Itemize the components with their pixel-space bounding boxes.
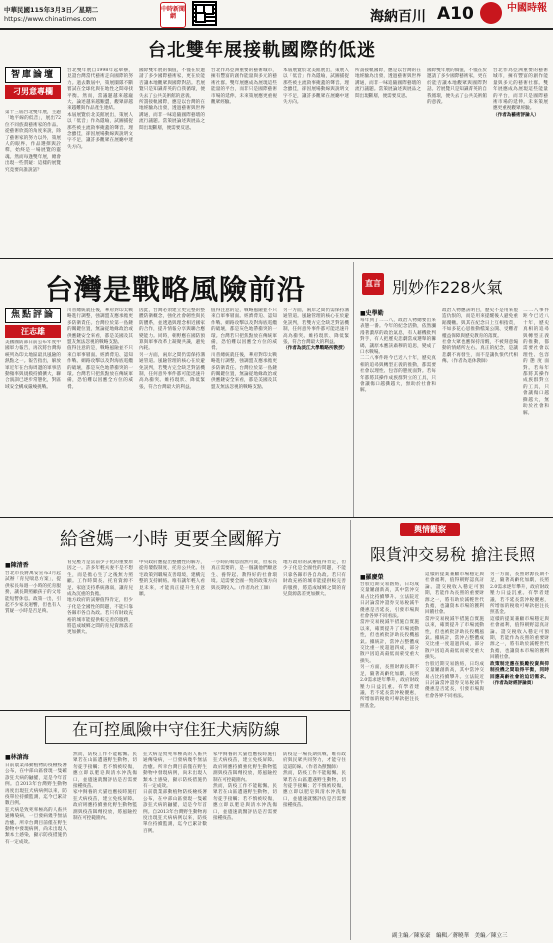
article2-bottom-rule bbox=[0, 517, 553, 518]
brand-seal-icon bbox=[480, 2, 502, 24]
article3-headline: 別妙作228火氣 bbox=[392, 278, 503, 297]
article4-paragraph: 育兒壓力是當前少子化的重要原因之一。許多年輕夫妻不是不想生，而是擔心生了之後無力照顧。工作時間長、托育資源不足、家庭支持系統薄弱，讓育兒成為沉重的負擔。 bbox=[67, 560, 133, 598]
article6-paragraph: 然而，防疫工作不能鬆懈。民眾若在山區遭遇野生動物，切勿徒手接觸；若不慎被咬傷，應立即以肥皂與清水沖洗傷口，並儘速就醫評估是否需要接種疫苗。 bbox=[213, 784, 277, 822]
article6-headline-box bbox=[45, 716, 307, 744]
article6-col-5 bbox=[283, 752, 346, 938]
article1-paragraph: 台北作為亞洲重要的藝術城市，擁有豐富的創作能量與多元的藝術社群。雙年展應成為展現這些能量的平台，而非只是國際藝術市場的延伸。未來策展應更重視觀眾經驗。 bbox=[211, 68, 277, 106]
footer-editors: 副主編／陳家豪 編輯／蔣曉華 美編／陳立三 bbox=[392, 933, 508, 939]
article6-col-1 bbox=[5, 763, 67, 938]
article5-paragraph: 台股近期交易熱絡，日均成交量屢創新高，其中當沖交易占比持續攀升。立法院近日討論當沖證券交易稅減半優惠是否延長，引發市場與社會各界不同看法。 bbox=[360, 582, 419, 620]
article5-paragraph: 台股近期交易熱絡，日均成交量屢創新高，其中當沖交易占比持續攀升。立法院近日討論當沖證券交易稅減半優惠是否延長，引發市場與社會各界不同看法。 bbox=[425, 661, 484, 699]
article1-column-title: 智庫論壇 bbox=[5, 67, 61, 83]
article3-col-1 bbox=[360, 318, 436, 515]
article1-paragraph: 所謂接軌國際，應是以台灣的在地經驗為出發，透過藝術與世界溝通，而非一味追隨國際藝壇的流行議題。當策展論述與展品之間出現斷層，便需要反思。 bbox=[139, 100, 205, 131]
article1-paragraph: 台北作為亞洲重要的藝術城市，擁有豐富的創作能量與多元的藝術社群。雙年展應成為展現這些能量的平台，而非只是國際藝術市場的延伸。未來策展應更重視觀眾經驗。 bbox=[493, 68, 548, 112]
article6-paragraph: 家中飼養的犬貓也應按時施打狂犬病疫苗，建立免疫屏障。政府則應持續強化野生動物監測與疫苗餌劑投放，將風險控制在可控範圍內。 bbox=[213, 752, 277, 783]
article1-author-note: （作者為藝術評論人） bbox=[493, 112, 539, 118]
header-rule bbox=[0, 28, 553, 30]
article4-col-1 bbox=[5, 571, 61, 706]
article2-col-5 bbox=[283, 308, 349, 515]
article3-paragraph: 二二八事件距今已近八十年，歷史真相的追尋與轉型正義的推動，都需要社會以理性、包容的態度面對。若每年都將其操作成族群對立的工具，只會讓傷口越撕越大，無助於社會和解。 bbox=[360, 356, 436, 394]
article2-col-2 bbox=[67, 308, 133, 515]
article5-tag-text: 輿情觀察 bbox=[414, 525, 446, 534]
qr-code-icon[interactable] bbox=[192, 1, 217, 26]
article6-paragraph: 日前農業部動植物防疫檢疫署公布，在中部山區發現一隻確診狂犬病的鼬獾，這是今年首例。自2013年台灣野生動物再度出現狂犬病病例以來，防疫單位持續監測，迄今已累計數百例。 bbox=[143, 790, 207, 834]
article3-col-3 bbox=[523, 308, 549, 515]
masthead-date: 中華民國115年3月3日／星期二 bbox=[4, 6, 99, 14]
article4-col-2 bbox=[67, 560, 133, 706]
article6-paragraph: 然而，防疫工作不能鬆懈。民眾若在山區遭遇野生動物，切勿徒手接觸；若不慎被咬傷，應立即以肥皂與清水沖洗傷口，並儘速就醫評估是否需要接種疫苗。 bbox=[283, 771, 346, 809]
article4-col-3 bbox=[139, 560, 205, 706]
article2-paragraph: 值得注意的是，戰略風險並不只來自軍事層面。經濟脅迫、認知作戰、網路攻擊以及對海底電纜的破壞，都是灰色地帶衝突的一環。台灣若只把焦點放在傳統軍備，恐怕難以因應全方位的威脅。 bbox=[67, 346, 133, 390]
article3-col-2 bbox=[442, 308, 518, 515]
article5-paragraph: 當沖交易稅減半措施自實施以來，確實提升了市場流動性，但也被批評助長投機風氣。據統計，當沖占整體成交比重一度超過四成，部分散戶因追高殺低而蒙受重大損失。 bbox=[425, 616, 484, 661]
article4-paragraph: 台北市長蔣萬安宣布3月起試辦「育兒喘息方案」，提供家長每週一小時的托育服務，讓長期照顧孩子的父母能短暫休息。政策一出，引起不少家長迴響，但也有人質疑一小時是否足夠。 bbox=[5, 571, 61, 615]
article6-paragraph: 狂犬病是致死率極高的人畜共通傳染病，一旦發病幾乎無法治癒。所幸台灣目前僅在野生動物中發現病例，尚未出現人類本土感染，顯示防疫措施仍有一定成效。 bbox=[5, 807, 67, 845]
article1-col-1 bbox=[5, 110, 61, 255]
article1-paragraph: 國際雙年展的價值，不僅在於邀請了多少國際藝術家，更在於能否讓本地觀眾與國際對話。若展覽只是知識菁英的自我循環，便失去了公共美術館的意義。 bbox=[427, 68, 487, 106]
article2-col-1 bbox=[5, 340, 61, 515]
section-name: 海納百川 bbox=[370, 9, 426, 25]
article3-byline: ■史學勤 bbox=[360, 310, 384, 317]
article1-col-6 bbox=[355, 68, 421, 255]
article1-col-3 bbox=[139, 68, 205, 255]
article4-col-5 bbox=[283, 560, 346, 706]
article3-paragraph: 政治人物應該明白，歷史不是用來製造仇恨的，而是用來提醒後人避免重蹈覆轍。與其在紀念日上互相指責，不如多花心思推動檔案公開、受難者權益保障與歷史教育的落實。 bbox=[442, 308, 518, 339]
article5-headline: 限貨沖交易稅 搶注長照 bbox=[370, 545, 536, 564]
article2-divider bbox=[353, 262, 354, 517]
article6-paragraph: 日前農業部動植物防疫檢疫署公布，在中部山區發現一隻確診狂犬病的鼬獾，這是今年首例。自2013年台灣野生動物再度出現狂犬病病例以來，防疫單位持續監測，迄今已累計數百例。 bbox=[5, 763, 67, 807]
article2-author: 汪志雄 bbox=[5, 325, 61, 338]
article1-paragraph: 所謂接軌國際，應是以台灣的在地經驗為出發，透過藝術與世界溝通，而非一味追隨國際藝壇的流行議題。當策展論述與展品之間出現斷層，便需要反思。 bbox=[355, 68, 421, 99]
article4-paragraph: 中央政府應提出整體性的解方，從育嬰假制度、托育公共化、住宅政策到職場友善環境，建構完整的支持網絡。唯有讓年輕人看見未來，才能真正提升生育意願。 bbox=[139, 560, 205, 598]
article6-byline: ■林滄海 bbox=[5, 754, 29, 761]
article1-column-box bbox=[5, 67, 61, 107]
masthead-url[interactable]: https://www.chinatimes.com bbox=[4, 15, 97, 23]
article2-col-3 bbox=[139, 308, 205, 515]
article5-col-3 bbox=[490, 572, 549, 928]
article5-paragraph: 當沖交易稅減半措施自實施以來，確實提升了市場流動性，但也被批評助長投機風氣。據統計，當沖占整體成交比重一度超過四成，部分散戶因追高殺低而蒙受重大損失。 bbox=[360, 620, 419, 664]
article4-paragraph: 地方政府的試辦值得肯定，但少子化是全國性的問題，不能只靠各縣市各自為政。若只有財政充裕的城市能提供較完善的服務，將造成城鄉之間的育兒資源落差更加擴大。 bbox=[67, 598, 133, 636]
article2-author-note: （作者為淡江大學戰略所教授） bbox=[283, 346, 348, 352]
article4-bottom-rule bbox=[0, 710, 350, 711]
article4-headline: 給爸媽一小時 更要全國解方 bbox=[60, 529, 282, 550]
article1-col-2 bbox=[67, 68, 133, 255]
article6-col-3 bbox=[143, 752, 207, 938]
article1-paragraph: 本屆展覽於北美館展出，策展人以「低音」作為隱喻，試圖捕捉那些被主流敘事掩蓋的聲音。理念雖佳，卻因展場動線與說明文字不足，讓許多觀眾在展廳中迷失方向。 bbox=[67, 112, 133, 150]
article1-col-4 bbox=[211, 68, 277, 255]
article3-paragraph: 社會大眾也應保持清醒，不被刻意煽動的情緒所左右。真正的紀念，是讓悲劇不再發生，而不是讓仇恨代代相傳。（作者為退休教師） bbox=[442, 340, 518, 365]
article1-col-7 bbox=[427, 68, 487, 255]
article5-tag bbox=[400, 523, 460, 536]
article1-column-sub: 刁男意專欄 bbox=[5, 85, 61, 99]
article6-paragraph: 家中飼養的犬貓也應按時施打狂犬病疫苗，建立免疫屏障。政府則應持續強化野生動物監測與疫苗餌劑投放，將風險控制在可控範圍內。 bbox=[73, 790, 137, 822]
article5-paragraph: 另一方面，長照財源長期不足，隨著高齡化加劇，長照2.0需求逐年攀升，政府財政壓力日益沉重。有學者建議，若不延長當沖稅優惠，所增加的稅收可專款挹注長照基金。 bbox=[490, 572, 549, 616]
brand-name: 中國時報 bbox=[507, 3, 547, 14]
article1-bottom-rule bbox=[0, 258, 553, 259]
page-number: A10 bbox=[437, 4, 474, 24]
article5-author-note: 政策制定應在鼓勵投資與抑制投機之間取得平衡，同時回應高齡社會的迫切需求。（作者為財經評論員） bbox=[490, 661, 549, 686]
article4-paragraph: 地方政府的試辦值得肯定，但少子化是全國性的問題，不能只靠各縣市各自為政。若只有財政充裕的城市能提供較完善的服務，將造成城鄉之間的育兒資源落差更加擴大。 bbox=[283, 560, 346, 598]
article2-paragraph: 另一方面，兩岸之間仍需保持溝通管道。風險管理的核心在於避免誤判，若雙方完全缺乏對話機制，任何意外事件都可能迅速升高為衝突。維持現狀、降低緊張，符合台灣最大的利益。 bbox=[283, 308, 349, 346]
article3-column-badge bbox=[362, 273, 384, 295]
article6-paragraph: 狂犬病是致死率極高的人畜共通傳染病，一旦發病幾乎無法治癒。所幸台灣目前僅在野生動物中發現病例，尚未出現人類本土感染，顯示防疫措施仍有一定成效。 bbox=[143, 752, 207, 790]
article6-headline: 在可控風險中守住狂犬病防線 bbox=[71, 720, 280, 739]
article2-paragraph: 美國國防部日前公布年度中國軍力報告，再次將台灣海峽列為印太地區最具風險的熱點之一。報告指出，解放軍近年在台海周邊的軍事活動頻率與規模持續擴大，聯合演訓已逐步常態化，對區域安全構成嚴峻挑戰。 bbox=[5, 340, 61, 390]
article2-paragraph: 值得注意的是，戰略風險並不只來自軍事層面。經濟脅迫、認知作戰、網路攻擊以及對海底電纜的破壞，都是灰色地帶衝突的一環。台灣若只把焦點放在傳統軍備，恐怕難以因應全方位的威脅。 bbox=[211, 308, 277, 352]
article3-column-title: 直言 bbox=[365, 279, 381, 288]
article2-col-4 bbox=[211, 308, 277, 515]
article5-byline: ■羅慶榮 bbox=[360, 574, 384, 581]
chinatimes-news-logo bbox=[160, 2, 186, 28]
article1-col-5 bbox=[283, 68, 349, 255]
article5-paragraph: 這樣的提案兼顧市場穩定與社會福利，值得朝野認真討論。證交稅收入穩定可預期，若能作為長照的重要財源之一，將有助於減輕世代負擔，也讓資本市場的獲利回饋社會。 bbox=[425, 572, 484, 616]
article4-byline: ■陳清香 bbox=[5, 562, 29, 569]
article5-paragraph: 另一方面，長照財源長期不足，隨著高齡化加劇，長照2.0需求逐年攀升，政府財政壓力日益沉重。有學者建議，若不延長當沖稅優惠，所增加的稅收可專款挹注長照基金。 bbox=[360, 665, 419, 709]
article6-col-2 bbox=[73, 752, 137, 938]
article2-column-title: 焦點評論 bbox=[5, 308, 61, 323]
article6-author-note: 防疫是一場長期抗戰，唯有政府與民眾共同努力，才能守住這道防線。（作者為獸醫師） bbox=[283, 752, 346, 770]
article1-paragraph: 台北雙年展自1998年起舉辦，見證台灣當代藝術走向國際的努力。過去數屆中，策展團隊不斷嘗試在全球化與在地性之間尋找平衡。然而，當議題越來越龐大、論述越來越艱澀，觀眾卻越來越難與作品產生連結。 bbox=[67, 68, 133, 112]
article4-col-4 bbox=[211, 560, 277, 706]
article1-paragraph: 本屆展覽於北美館展出，策展人以「低音」作為隱喻，試圖捕捉那些被主流敘事掩蓋的聲音。理念雖佳，卻因展場動線與說明文字不足，讓許多觀眾在展廳中迷失方向。 bbox=[283, 68, 349, 106]
article2-column-box bbox=[5, 308, 61, 338]
article4-divider bbox=[350, 520, 351, 940]
article1-paragraph: 第十三屆台北雙年展，主題「地平線的低音」，展出72位不同族裔藝術家的作品。從藝術欣賞的角度來說，除了藝術家的努力以外，策展人的眼界、作品選擇與詮釋，始終是一場展覽的靈魂。然而每逢雙年展，總會出現一些質疑：這樣的展覽究竟要向誰說話？ bbox=[5, 110, 61, 173]
article6-col-4 bbox=[213, 752, 277, 938]
article2-paragraph: 川普總統就任後，華府對印太戰略進行調整，強調盟友應承擔更多防衛責任。台灣位於第一島鏈的關鍵位置，無論從地緣政治或供應鏈安全來看，都是美國及其盟友無法忽視的戰略支點。 bbox=[67, 308, 133, 346]
article3-paragraph: 二二八事件距今已近八十年，歷史真相的追尋與轉型正義的推動，都需要社會以理性、包容的態度面對。若每年都將其操作成族群對立的工具，只會讓傷口越撕越大，無助於社會和解。 bbox=[523, 308, 549, 416]
article1-paragraph: 國際雙年展的價值，不僅在於邀請了多少國際藝術家，更在於能否讓本地觀眾與國際對話。若展覽只是知識菁英的自我循環，便失去了公共美術館的意義。 bbox=[139, 68, 205, 99]
article5-col-2 bbox=[425, 572, 484, 928]
article2-headline: 台灣是戰略風險前沿 bbox=[45, 273, 307, 306]
article3-paragraph: 每年到了二二八，政治人物總要出來表態一番。今年的紀念活動，依然瀰漫著濃厚的政治氣息，有人藉機批判對手，有人把歷史悲劇當成選舉的籌碼，讓原本應該肅穆的追思，變成了口水戰場。 bbox=[360, 318, 436, 356]
article1-col-8 bbox=[493, 68, 548, 255]
article2-paragraph: 川普總統就任後，華府對印太戰略進行調整，強調盟友應承擔更多防衛責任。台灣位於第一島鏈的關鍵位置，無論從地緣政治或供應鏈安全來看，都是美國及其盟友無法忽視的戰略支點。 bbox=[211, 352, 277, 390]
article5-col-1 bbox=[360, 582, 419, 928]
news-logo-text: 中時新聞網 bbox=[161, 6, 186, 20]
article5-paragraph: 這樣的提案兼顧市場穩定與社會福利，值得朝野認真討論。證交稅收入穩定可預期，若能作為長照的重要財源之一，將有助於減輕世代負擔，也讓資本市場的獲利回饋社會。 bbox=[490, 616, 549, 661]
article4-paragraph: 一小時的喘息固然可貴，但家長真正需要的，是一個讓他們願意生、養得起、教得好的社會環境。這需要全國一致的政策方向與長期投入。（作者為社工師） bbox=[211, 560, 277, 591]
article2-paragraph: 另一方面，兩岸之間仍需保持溝通管道。風險管理的核心在於避免誤判，若雙方完全缺乏對話機制，任何意外事件都可能迅速升高為衝突。維持現狀、降低緊張，符合台灣最大的利益。 bbox=[139, 352, 205, 390]
article2-paragraph: 因此，台灣必須建立更完整的整體防衛概念，強化社會韌性與民防體系，並透過與理念相近國家的合作，提升情報分享與聯合應變能力。同時，朝野應在國防預算與軍事改革上凝聚共識，避免內耗。 bbox=[139, 308, 205, 352]
article1-headline: 台北雙年展接軌國際的低迷 bbox=[148, 40, 376, 61]
article6-paragraph: 然而，防疫工作不能鬆懈。民眾若在山區遭遇野生動物，切勿徒手接觸；若不慎被咬傷，應立即以肥皂與清水沖洗傷口，並儘速就醫評估是否需要接種疫苗。 bbox=[73, 752, 137, 790]
